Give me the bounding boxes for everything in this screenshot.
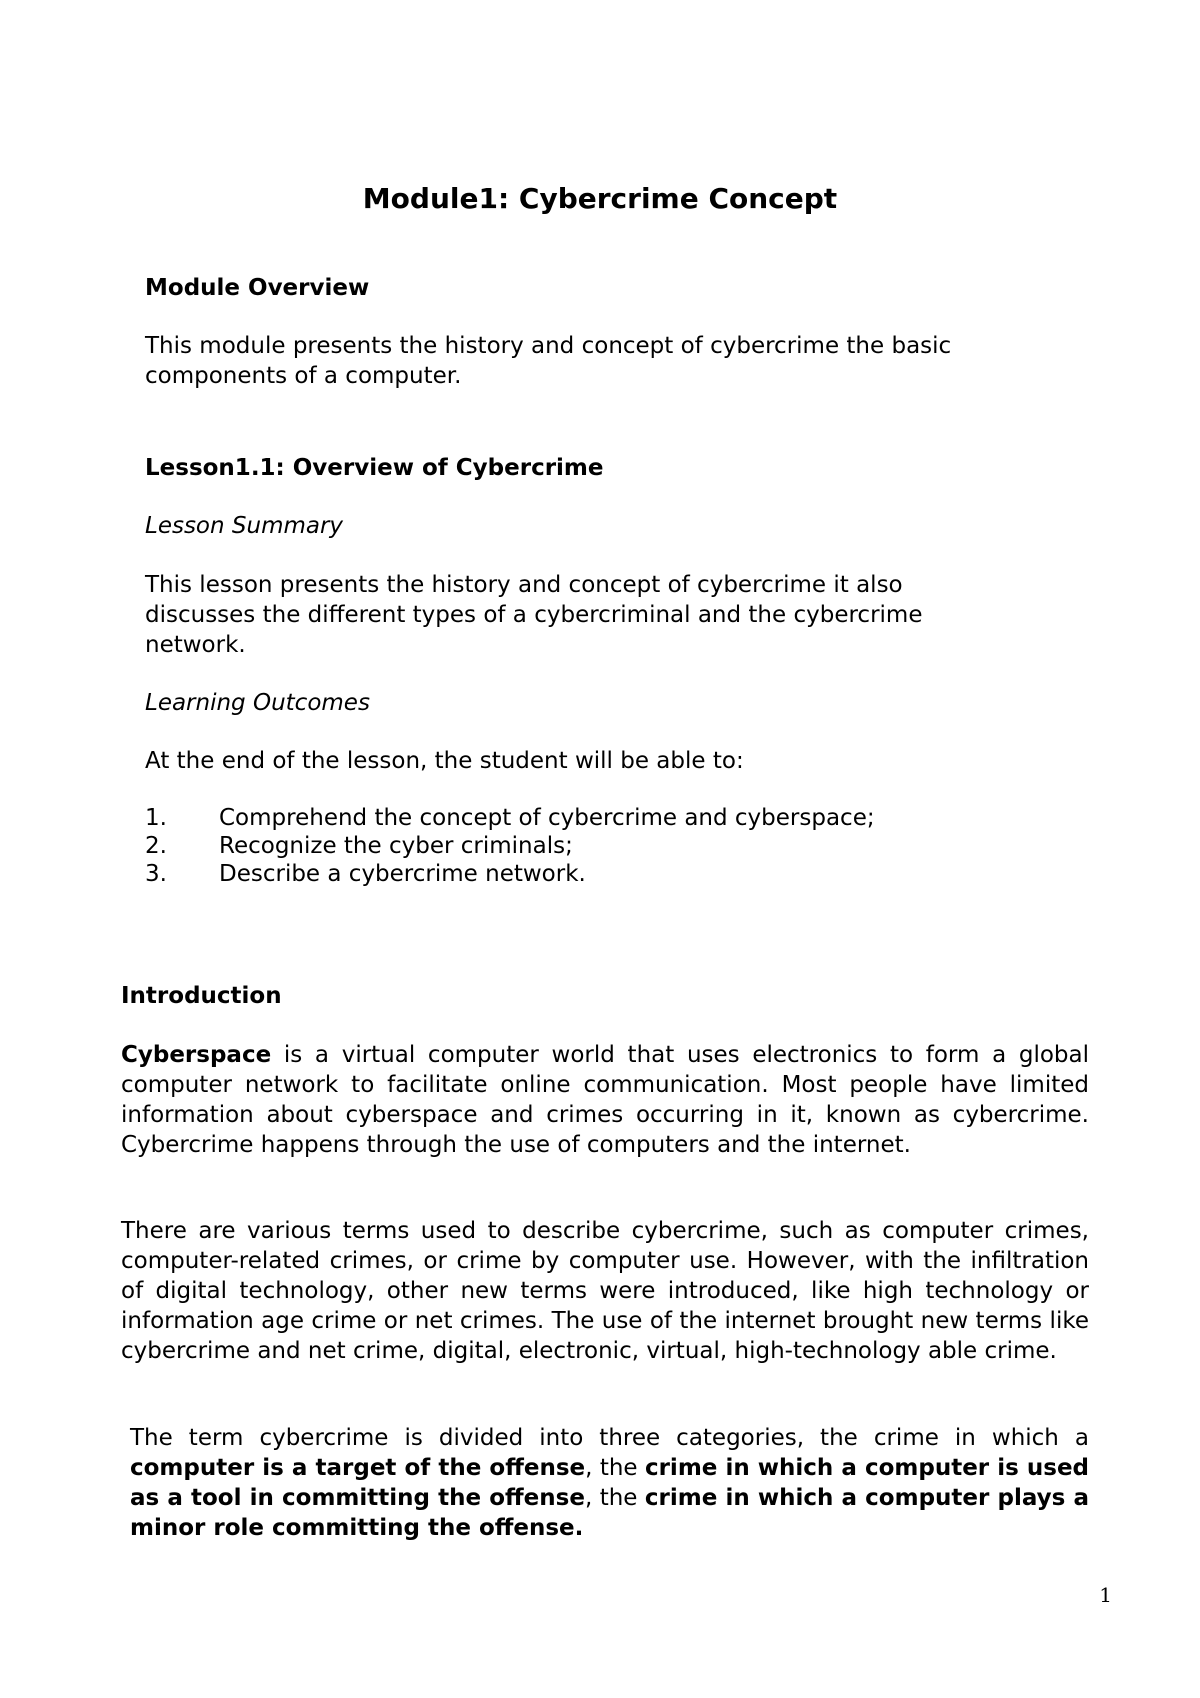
introduction-paragraph-1 [121,1040,1089,1160]
paragraph-text: , the [585,1455,645,1481]
lesson-summary-line: network. [145,632,246,658]
introduction-paragraph-3 [130,1423,1089,1543]
module-overview-line: This module presents the history and concept of cybercrime the basic [145,333,952,359]
list-item-text: Recognize the cyber criminals; [219,833,573,859]
list-item [145,860,1045,888]
list-item-number: 1. [145,805,167,831]
list-item-number: 2. [145,833,167,859]
list-item-text: Describe a cybercrime network. [219,861,586,887]
lesson-summary-text [145,570,1045,660]
module-overview-heading: Module Overview [145,275,370,301]
learning-outcomes-label: Learning Outcomes [145,690,370,716]
paragraph-text: , the [584,1485,645,1511]
list-item [145,804,1045,832]
page-number: 1 [1099,1583,1112,1607]
paragraph-text: is a virtual computer world that uses electronics to form a global computer network to facilitate online communication. Most people have limited information about cyberspace and crimes occurring in it, known as cybercrime. Cybercrime happens through the use of computers and the internet. [121,1042,1089,1158]
lesson-summary-line: discusses the different types of a cybercriminal and the cybercrime [145,602,923,628]
page-title: Module1: Cybercrime Concept [362,182,838,215]
module-overview-text [145,331,1045,391]
category-tool: crime in which a computer is used as a tool in committing the offense [130,1455,1090,1511]
list-item [145,832,1045,860]
paragraph-text: The term cybercrime is divided into three categories, the crime in which a [130,1425,1089,1451]
learning-outcomes-list [145,804,1045,888]
category-target: computer is a target of the offense [130,1455,586,1481]
learning-outcomes-intro: At the end of the lesson, the student will be able to: [145,748,744,774]
lesson-summary-label: Lesson Summary [145,513,344,539]
list-item-number: 3. [145,861,167,887]
introduction-paragraph-2: There are various terms used to describe cybercrime, such as computer crimes, computer-related crimes, or crime by computer use. However, with the infiltration of digital technology, other new terms were introduced, like high technology or information age crime or net crimes. The use of the internet brought new terms like cybercrime and net crime, digital, electronic, virtual, high-technology able crime. [121,1218,1089,1364]
list-item-text: Comprehend the concept of cybercrime and cyberspace; [219,805,875,831]
introduction-heading: Introduction [121,983,282,1009]
lesson-summary-line: This lesson presents the history and concept of cybercrime it also [145,572,903,598]
term-cyberspace: Cyberspace [121,1042,272,1068]
category-minor-role: crime in which a computer plays a minor role committing the offense. [130,1485,1089,1541]
lesson-heading: Lesson1.1: Overview of Cybercrime [145,455,604,481]
module-overview-line: components of a computer. [145,363,462,389]
